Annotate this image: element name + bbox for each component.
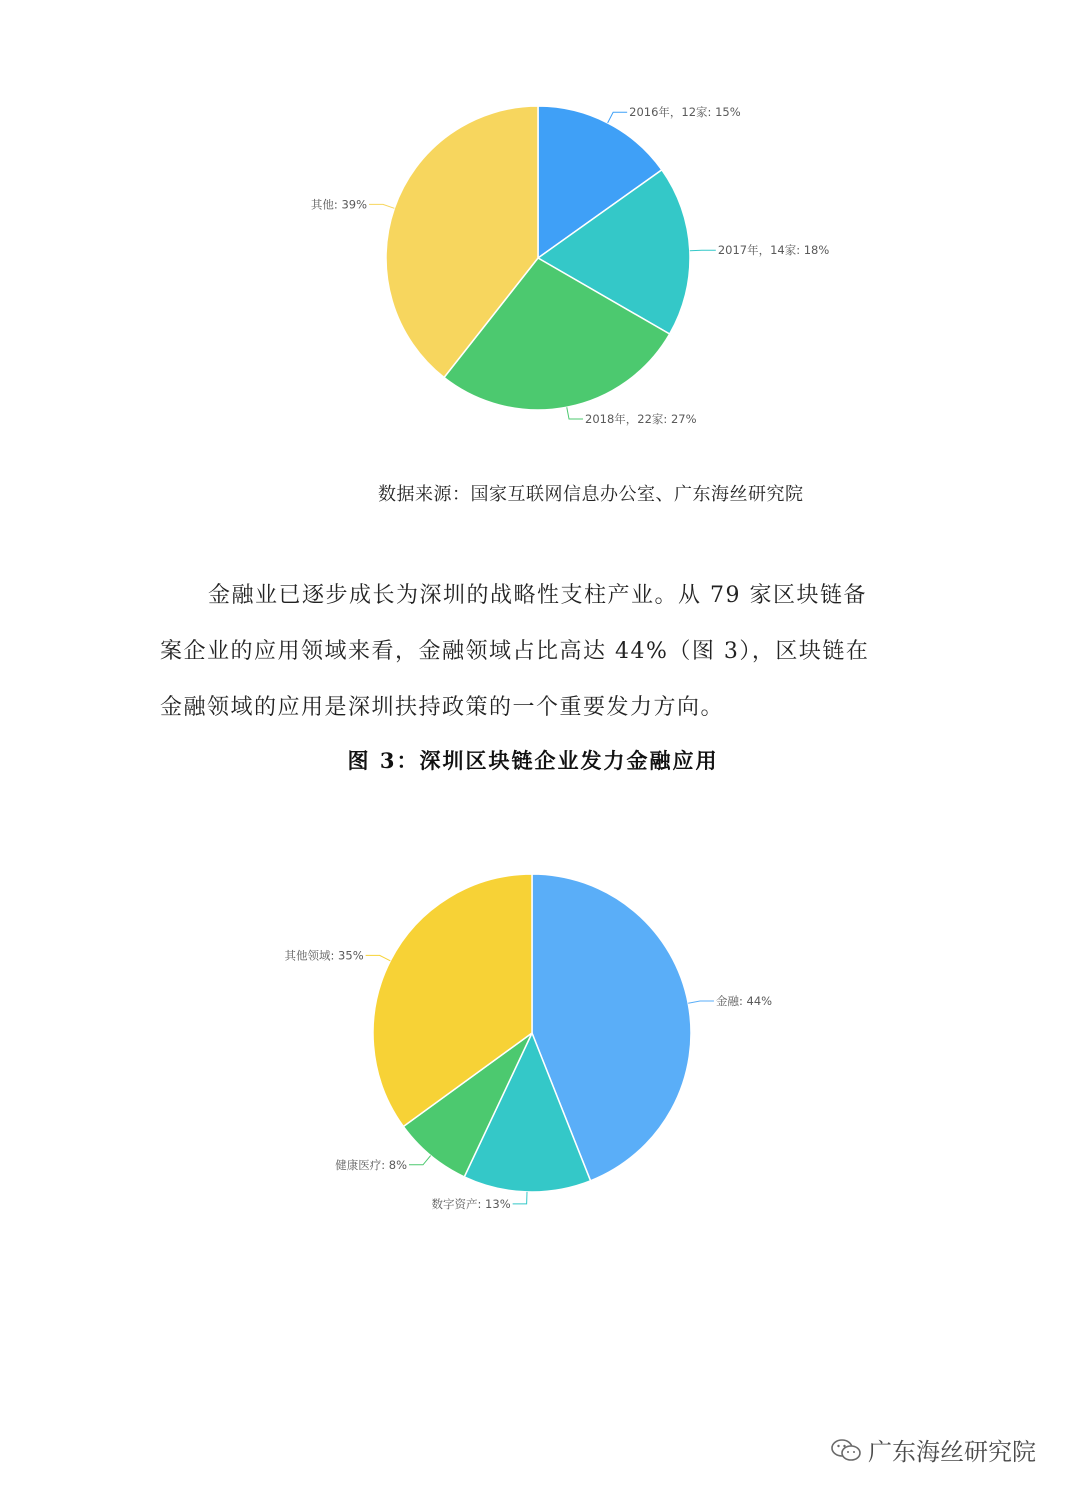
pie-chart-yearly-share [0,80,1066,450]
pie-leader-line [690,250,716,251]
pie-chart-domains-svg [0,855,1066,1235]
pie-leader-line [369,204,394,208]
pie-leader-line [608,112,627,123]
paragraph-line: 案企业的应用领域来看，金融领域占比高达 44%（图 3），区块链在 [160,639,870,664]
pie-slice-label: 其他: 39% [310,197,368,212]
pie-leader-line [688,1001,714,1003]
figure-3-title: 图 3：深圳区块链企业发力金融应用 [347,748,719,773]
pie-slice-label: 2016年，12家: 15% [629,105,741,120]
watermark-text: 广东海丝研究院 [868,1438,1036,1466]
pie-chart-yearly-svg [0,80,1066,450]
paragraph-line: 金融领域的应用是深圳扶持政策的一个重要发力方向。 [160,695,725,720]
pie-leader-line [513,1192,527,1204]
data-source-note: 数据来源：国家互联网信息办公室、广东海丝研究院 [378,484,804,505]
pie-leader-line [409,1156,431,1165]
pie-slice-label: 健康医疗: 8% [335,1157,408,1172]
body-paragraph [160,568,920,736]
pie-chart-application-domains [0,855,1066,1235]
pie-slice-label: 其他领域: 35% [284,948,364,963]
wechat-icon [830,1437,862,1463]
wechat-watermark [830,1432,1036,1467]
pie-slice-label: 数字资产: 13% [431,1196,511,1211]
pie-leader-line [567,407,583,419]
paragraph-line: 金融业已逐步成长为深圳的战略性支柱产业。从 79 家区块链备 [208,583,867,608]
pie-leader-line [366,955,391,960]
pie-slice-label: 金融: 44% [715,993,773,1008]
pie-slice-label: 2018年，22家: 27% [585,412,697,427]
pie-slice-label: 2017年，14家: 18% [717,243,830,258]
